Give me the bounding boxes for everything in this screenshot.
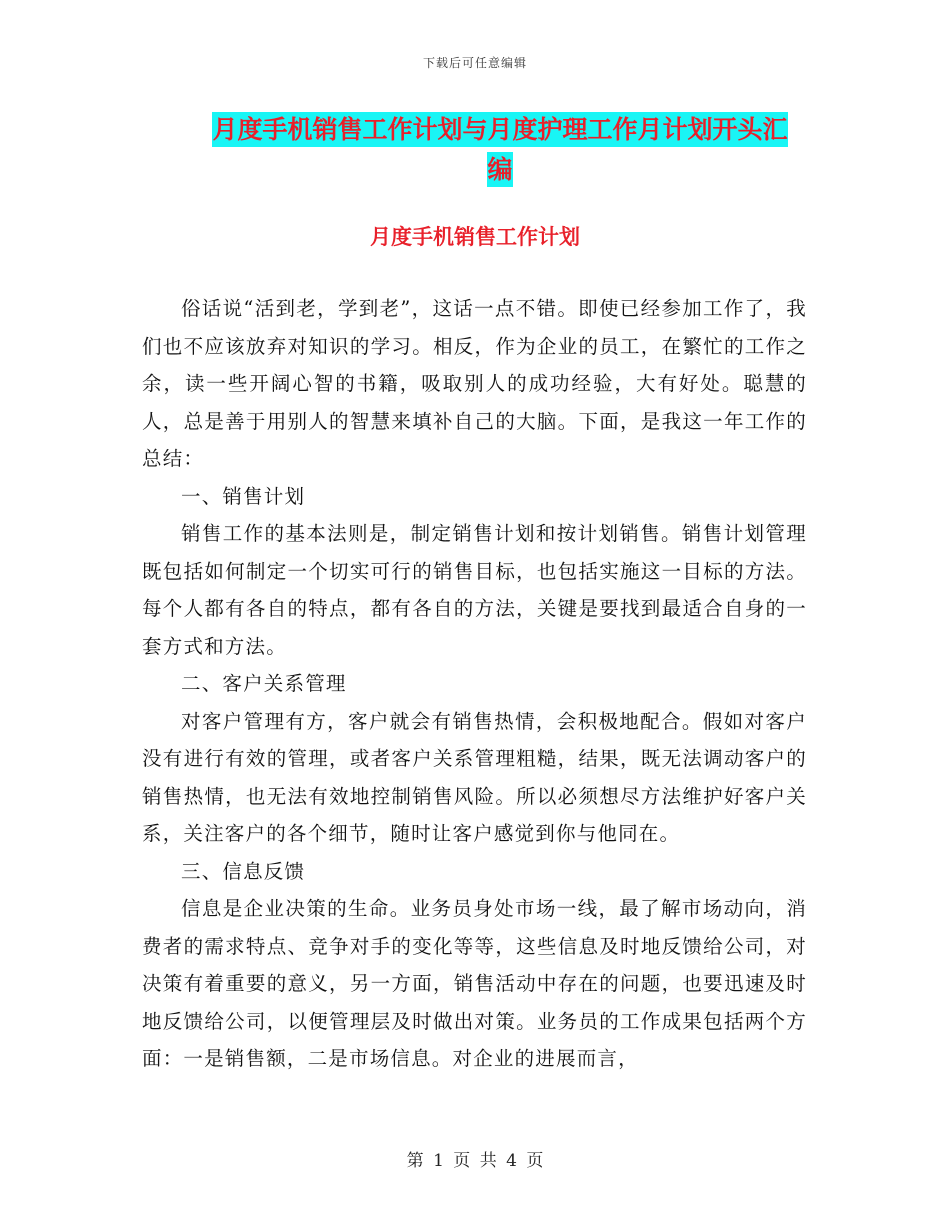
paragraph-intro: 俗话说“活到老，学到老”，这话一点不错。即使已经参加工作了，我们也不应该放弃对知识的学习。相反，作为企业的员工，在繁忙的工作之余，读一些开阔心智的书籍，吸取别人的成功经验，大有好处。聪慧的人，总是善于用别人的智慧来填补自己的大脑。下面，是我这一年工作的总结： (142, 297, 807, 470)
section-title: 月度手机销售工作计划 (370, 225, 580, 249)
paragraph-sales-plan: 销售工作的基本法则是，制定销售计划和按计划销售。销售计划管理既包括如何制定一个切实可行的销售目标，也包括实施这一目标的方法。每个人都有各自的特点，都有各自的方法，关键是要找到最适合自身的一套方式和方法。 (142, 522, 807, 658)
document-title (190, 110, 810, 190)
header-note: 下载后可任意编辑 (422, 56, 527, 70)
heading-information-feedback: 三、信息反馈 (181, 859, 306, 883)
document-title-line-2: 编 (487, 152, 512, 187)
heading-sales-plan: 一、销售计划 (181, 484, 306, 508)
paragraph-information-feedback: 信息是企业决策的生命。业务员身处市场一线，最了解市场动向，消费者的需求特点、竞争对手的变化等等，这些信息及时地反馈给公司，对决策有着重要的意义，另一方面，销售活动中存在的问题，也要迅速及时地反馈给公司，以便管理层及时做出对策。业务员的工作成果包括两个方面：一是销售额，二是市场信息。对企业的进展而言， (142, 897, 807, 1070)
page-footer: 第 1 页 共 4 页 (406, 1151, 544, 1171)
document-title-line-1: 月度手机销售工作计划与月度护理工作月计划开头汇 (212, 112, 787, 147)
heading-customer-relations: 二、客户关系管理 (181, 672, 347, 695)
paragraph-customer-relations: 对客户管理有方，客户就会有销售热情，会积极地配合。假如对客户没有进行有效的管理，或者客户关系管理粗糙，结果，既无法调动客户的销售热情，也无法有效地控制销售风险。所以必须想尽方法维护好客户关系，关注客户的各个细节，随时让客户感觉到你与他同在。 (142, 709, 807, 845)
document-body (142, 290, 807, 1078)
